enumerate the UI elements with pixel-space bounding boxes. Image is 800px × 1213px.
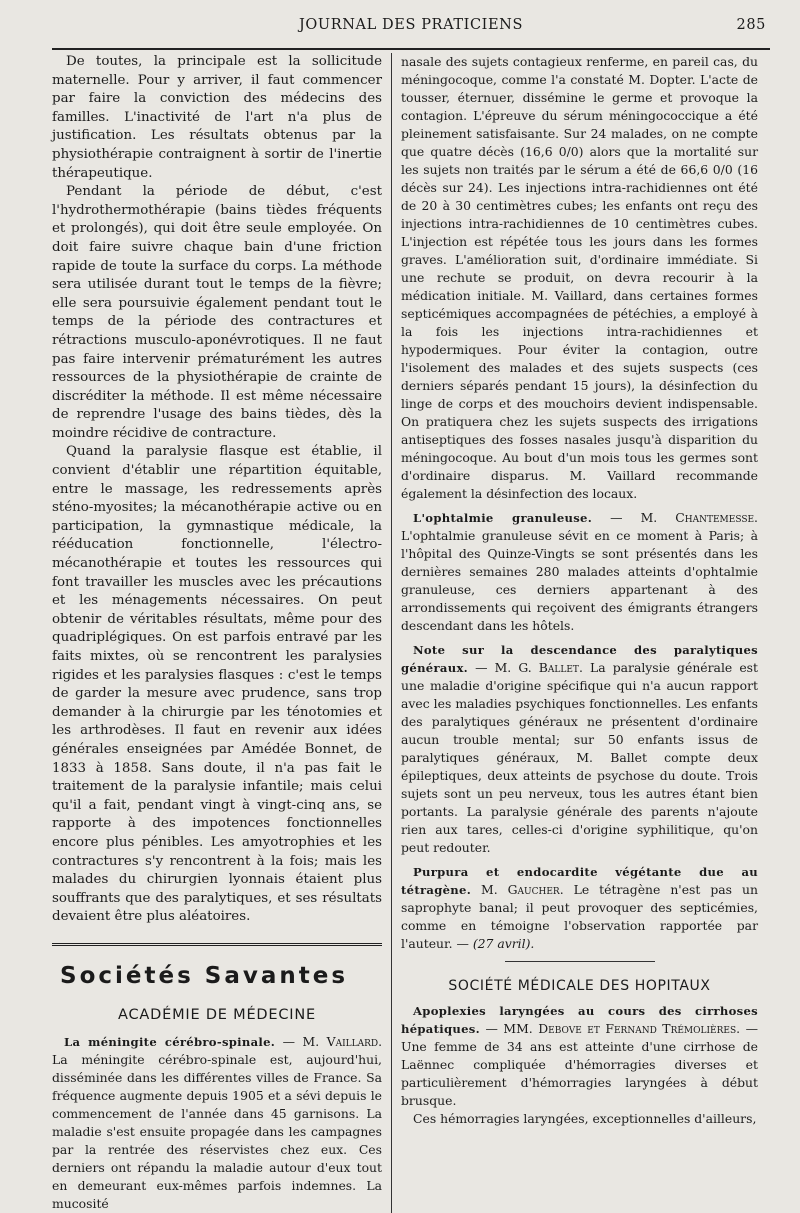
apoplexies-title: Apoplexies laryngées au cours des cirrhoses hépatiques. — [401, 1004, 758, 1036]
ophtalmie-author: M. Chantemesse. — [640, 510, 758, 525]
article-purpura — [401, 863, 758, 953]
paragraph-sollicitude: De toutes, la principale est la sollicitude maternelle. Pour y arriver, il faut commencer par faire la conviction des médecins des familles. L'inactivité de l'art n'a plus de justification. Les résultats obtenus par la physiothérapie contraignent à sortir de l'inertie thérapeutique. — [52, 54, 382, 181]
section-double-rule — [52, 943, 382, 949]
running-header — [52, 14, 770, 34]
societe-medicale-heading: SOCIÉTÉ MÉDICALE DES HOPITAUX — [448, 978, 711, 994]
ophtalmie-text: L'ophtalmie granuleuse sévit en ce moment à Paris; à l'hôpital des Quinze-Vingts se sont présentés dans les dernières semaines 280 malades atteints d'ophtalmie granuleuse, ces derniers appartenant à des arrondissements qui reçoivent des émigrants étrangers descendant dans les hôtels. — [401, 528, 758, 633]
paralytiques-title: Note sur la descendance des paralytiques généraux. — [401, 643, 758, 675]
purpura-date: (27 avril). — [472, 936, 535, 951]
journal-title: JOURNAL DES PRATICIENS — [299, 17, 523, 33]
article-ophtalmie: L'ophtalmie granuleuse. — M. Chantemesse. L'ophtalmie granuleuse sévit en ce moment à Paris; à l'hôpital des Quinze-Vingts se sont présentés dans les dernières semaines 280 malades atteints d'ophtalmie granuleuse, ces derniers appartenant à des arrondissements qui reçoivent des émigrants étrangers descendant dans les hôtels. — [401, 510, 758, 633]
meningite-continuation: nasale des sujets contagieux renferme, en pareil cas, du méningocoque, comme l'a constaté M. Dopter. L'acte de tousser, éternuer, dissémine le germe et provoque la contagion. L'épreuve du sérum méningococcique a été pleinement satisfaisante. Sur 24 malades, on ne compte que quatre décès (16,6 0/0) alors que la mortalité sur les sujets non traités par le sérum a été de 66,6 0/0 (16 décès sur 24). Les injections intra-rachidiennes ont été de 20 à 30 centimètres cubes; les enfants ont reçu des injections intra-rachidiennes de 10 centimètres cubes. L'injection est répétée tous les jours dans les formes graves. L'amélioration suit, d'ordinaire immédiate. Si une rechute se produit, on devra recourir à la médication initiale. M. Vaillard, dans certaines formes septicémiques accompagnées de pétéchies, a employé à la fois les injections intra-rachidiennes et hypodermiques. Pour éviter la contagion, outre l'isolement des malades et des sujets suspects (ces derniers séparés pendant 15 jours), la désinfection du linge de corps et des mouchoirs devient indispensable. On pratiquera chez les sujets suspects des irrigations antiseptiques des fosses nasales jusqu'à disparition du méningocoque. Au bout d'un mois tous les germes sont d'ordinaire disparus. M. Vaillard recommande également la désinfection des locaux. — [401, 54, 758, 501]
paragraph-hemorragies: Ces hémorragies laryngées, exceptionnelles d'ailleurs, — [413, 1111, 757, 1126]
two-column-body — [52, 53, 770, 1213]
meningite-author: M. Vaillard. — [302, 1033, 383, 1049]
left-column — [52, 53, 392, 1213]
right-column — [401, 53, 758, 1213]
apoplexies-text: Une femme de 34 ans est atteinte d'une cirrhose de Laënnec compliquée d'hémorragies diverses et particulièrement d'hémorragies laryngées à début brusque. — [401, 1039, 758, 1108]
purpura-author: M. Gaucher. — [481, 882, 564, 897]
societes-savantes-heading: Sociétés Savantes — [60, 962, 349, 989]
paragraph-paralysie-flasque: Quand la paralysie flasque est établie, il convient d'établir une répartition équitable, entre le massage, les redressements après sténo-myosites; la mécanothérapie active ou en participation, la gymnastique médicale, la rééducation fonctionnelle, l'électro-mécanothérapie et toutes les ressources qui font travailler les muscles avec les précautions et les ménagements nécessaires. On peut obtenir de véritables résultats, même pour des quadriplégiques. On est parfois entravé par les faits mixtes, où se rencontrent les paralysies rigides et les paralysies flasques : c'est le temps de garder la mesure avec prudence, sans trop demander à la chirurgie par les ténotomies et les arthrodèses. Il faut en revenir aux idées générales enseignées par Amédée Bonnet, de 1833 à 1858. Sans doute, il n'a pas fait le traitement de la paralysie infantile; mais celui qu'il a fait, pendant vingt à vingt-cinq ans, se rapporte à des impotences fonctionnelles encore plus pénibles. Les amyotrophies et les contractures s'y rencontrent à la fois; mais les malades du chirurgien lyonnais étaient plus souffrants que des paralytiques, et ses résultats devaient être plus aléatoires. — [52, 444, 382, 925]
purpura-text: Le tétragène n'est pas un saprophyte banal; il peut provoquer des septicémies, comme en témoigne l'observation rapportée par l'auteur. — — [401, 882, 758, 951]
article-paralytiques: Note sur la descendance des paralytiques généraux. — M. G. Ballet. La paralysie générale est une maladie d'origine spécifique qui n'a aucun rapport avec les maladies psychiques fonctionnelles. Les enfants des paralytiques généraux ne présentent d'ordinaire aucun trouble mental; sur 50 enfants issus de paralytiques généraux, M. Ballet compte deux épileptiques, deux atteints de psychose du doute. Trois sujets sont un peu nerveux, tous les autres étant bien portants. La paralysie générale des parents n'ajoute rien aux tares, celles-ci d'origine syphilitique, qu'on peut redouter. — [401, 643, 759, 855]
article-meningite: La méningite cérébro-spinale. — M. Vaillard. La méningite cérébro-spinale est, aujourd'hui, disséminée dans les différentes villes de France. Sa fréquence augmente depuis 1905 et a sévi depuis le commencement de l'année dans 45 garnisons. La maladie s'est ensuite propagée dans les campagnes par la rentrée des réservistes chez eux. Ces derniers ont répandu la maladie autour d'eux tout en demeurant eux-mêmes parfois indemnes. La mucosité — [52, 1033, 383, 1211]
page-number: 285 — [736, 17, 766, 33]
meningite-text: La méningite cérébro-spinale est, aujourd'hui, disséminée dans les différentes villes de France. Sa fréquence augmente depuis 1905 et a sévi depuis le commencement de l'année dans 45 garnisons. La maladie s'est ensuite propagée dans les campagnes par la rentrée des réservistes chez eux. Ces derniers ont répandu la maladie autour d'eux tout en demeurant eux-mêmes parfois indemnes. La mucosité — [52, 1051, 382, 1211]
ophtalmie-title: L'ophtalmie granuleuse. — [413, 511, 593, 525]
header-rule — [52, 48, 770, 50]
paragraph-periode-debut: Pendant la période de début, c'est l'hydrothermothérapie (bains tièdes fréquents et prolongés), qui doit être seule employée. On doit faire suivre chaque bain d'une friction rapide de toute la surface du corps. La méthode sera utilisée durant tout le temps de la fièvre; elle sera poursuivie également pendant tout le temps de la période des contractures et rétractions musculo-aponévrotiques. Il ne faut pas faire intervenir prématurément les autres ressources de la physiothérapie de crainte de discréditer la méthode. Il est même nécessaire de reprendre l'usage des bains tièdes, dès la moindre récidive de contracture. — [52, 184, 382, 441]
paralytiques-text: La paralysie générale est une maladie d'origine spécifique qui n'a aucun rapport avec les maladies psychiques fonctionnelles. Les enfants des paralytiques généraux ne présentent d'ordinaire aucun trouble mental; sur 50 enfants issus de paralytiques généraux, M. Ballet compte deux épileptiques, deux atteints de psychose du doute. Trois sujets sont un peu nerveux, tous les autres étant bien portants. La paralysie générale des parents n'ajoute rien aux tares, celles-ci d'origine syphilitique, qu'on peut redouter. — [401, 660, 759, 855]
paralytiques-author: M. G. Ballet. — [494, 660, 583, 675]
purpura-title: Purpura et endocardite végétante due au tétragène. — [401, 865, 758, 897]
short-rule — [505, 961, 655, 962]
academie-heading: ACADÉMIE DE MÉDECINE — [118, 1006, 316, 1023]
article-apoplexies: Apoplexies laryngées au cours des cirrhoses hépatiques. — MM. Debove et Fernand Trémolières. — Une femme de 34 ans est atteinte d'une cirrhose de Laënnec compliquée d'hémorragies diverses et particulièrement d'hémorragies laryngées à début brusque. — [401, 1004, 758, 1108]
apoplexies-authors: MM. Debove et Fernand Trémolières. — [503, 1021, 741, 1036]
meningite-title: La méningite cérébro-spinale. — [64, 1034, 276, 1049]
